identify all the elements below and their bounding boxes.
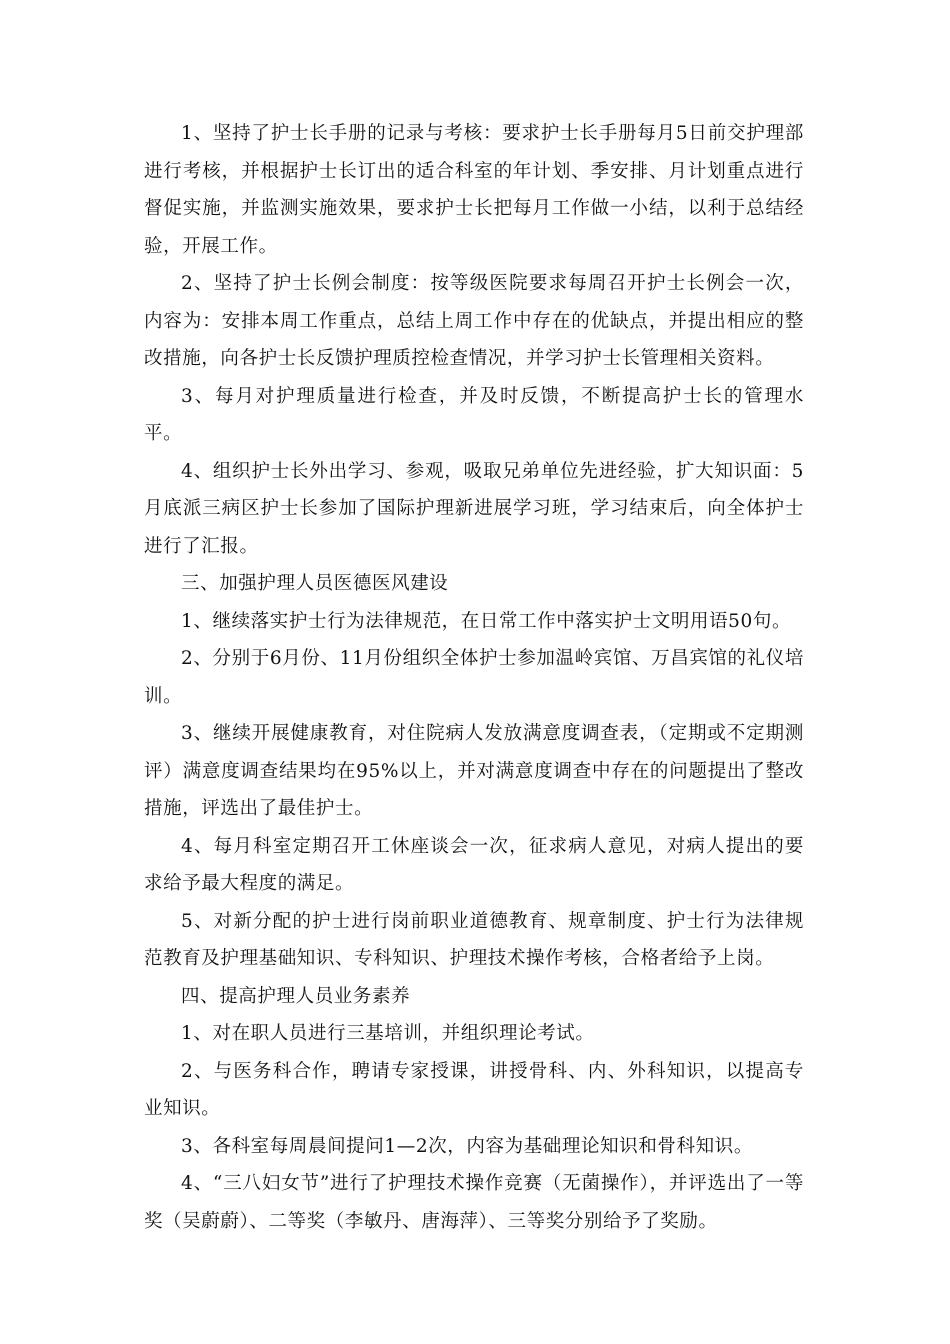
paragraph-13: 4、“三八妇女节”进行了护理技术操作竞赛（无菌操作），并评选出了一等奖（吴蔚蔚）、二等奖（李敏丹、唐海萍）、三等奖分别给予了奖励。 <box>144 1173 804 1232</box>
paragraph-11: 2、与医务科合作，聘请专家授课，讲授骨科、内、外科知识，以提高专业知识。 <box>144 1060 804 1119</box>
paragraph-5: 1、继续落实护士行为法律规范，在日常工作中落实护士文明用语50句。 <box>181 610 792 632</box>
paragraph-9: 5、对新分配的护士进行岗前职业道德教育、规章制度、护士行为法律规范教育及护理基础知识、专科知识、护理技术操作考核，合格者给予上岗。 <box>144 910 804 969</box>
paragraph-1: 1、坚持了护士长手册的记录与考核：要求护士长手册每月5日前交护理部进行考核，并根据护士长订出的适合科室的年计划、季安排、月计划重点进行督促实施，并监测实施效果，要求护士长把每月工作做一小结，以利于总结经验，开展工作。 <box>144 123 804 257</box>
paragraph-4: 4、组织护士长外出学习、参观，吸取兄弟单位先进经验，扩大知识面：5月底派三病区护士长参加了国际护理新进展学习班，学习结束后，向全体护士进行了汇报。 <box>144 460 804 557</box>
paragraph-8: 4、每月科室定期召开工休座谈会一次，征求病人意见，对病人提出的要求给予最大程度的满足。 <box>144 835 804 894</box>
section-heading-3: 三、加强护理人员医德医风建设 <box>181 573 449 594</box>
paragraph-3: 3、每月对护理质量进行检查，并及时反馈，不断提高护士长的管理水平。 <box>144 385 804 444</box>
paragraph-6: 2、分别于6月份、11月份组织全体护士参加温岭宾馆、万昌宾馆的礼仪培训。 <box>144 648 804 707</box>
paragraph-12: 3、各科室每周晨间提问1—2次，内容为基础理论知识和骨科知识。 <box>181 1135 753 1157</box>
paragraph-7: 3、继续开展健康教育，对住院病人发放满意度调查表，（定期或不定期测评）满意度调查结果均在95%以上，并对满意度调查中存在的问题提出了整改措施，评选出了最佳护士。 <box>144 723 804 819</box>
paragraph-10: 1、对在职人员进行三基培训，并组织理论考试。 <box>181 1023 595 1044</box>
paragraph-2: 2、坚持了护士长例会制度：按等级医院要求每周召开护士长例会一次，内容为：安排本周工作重点，总结上周工作中存在的优缺点，并提出相应的整改措施，向各护士长反馈护理质控检查情况，并学习护士长管理相关资料。 <box>144 273 804 369</box>
section-heading-4: 四、提高护理人员业务素养 <box>181 985 411 1007</box>
body-text <box>144 115 804 1240</box>
